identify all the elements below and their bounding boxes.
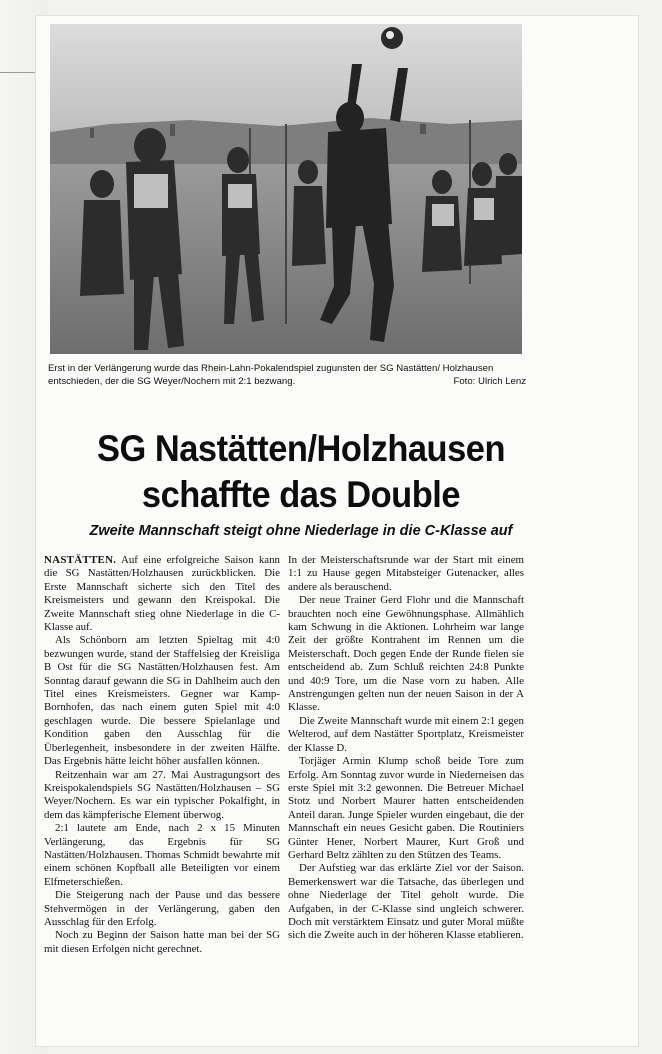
article-paragraph: Der neue Trainer Gerd Flohr und die Mannschaft brauchten noch eine Gewöhnungsphase. Allmählich kam Schwung in die Aktionen. Lohrheim war lange Zeit der größte Kontrahent im Rennen um die Meisterschaft. Doch gegen Ende der Runde fielen sie entscheidend ab. Zum Schluß reichten 24:8 Punkte und 40:9 Tore, um die Nase vorn zu haben. Alle Anstrengungen gelten nun der neuen Saison in der A Klasse. <box>288 594 524 714</box>
photo-caption <box>48 362 526 388</box>
photo-credit: Foto: Ulrich Lenz <box>453 376 526 387</box>
match-photo <box>50 24 522 354</box>
article-column-right <box>288 554 524 943</box>
article-paragraph: Als Schönborn am letzten Spieltag mit 4:0 bezwungen wurde, stand der Staffelsieg der Kreisliga B Ost für die SG Nastätten/Holzhausen fest. Am Sonntag darauf gewann die SG in Dahlheim auch den Titel eines Kreismeisters. Gegner war Kamp-Bornhofen, das nach einem guten Spiel mit 4:0 geschlagen wurde. Die bessere Spielanlage und Kondition gaben den Ausschlag für die Überlegenheit, insbesondere in der zweiten Hälfte. Das Ergebnis hätte leicht höher ausfallen können. <box>44 634 280 768</box>
article-paragraph: Die Steigerung nach der Pause und das bessere Stehvermögen in der Verlängerung, gaben den Ausschlag für den Erfolg. <box>44 889 280 928</box>
match-photo-graphic <box>50 24 522 354</box>
headline <box>55 426 548 518</box>
article-paragraph: 2:1 lautete am Ende, nach 2 x 15 Minuten Verlängerung, das Ergebnis für SG Nastätten/Holzhausen. Thomas Schmidt bewahrte mit einem schönen Kopfball alle Beteiligten vor einem Elfmeterschießen. <box>44 822 280 888</box>
article-paragraph: Die Zweite Mannschaft wurde mit einem 2:1 gegen Welterod, auf dem Nastätter Sportplatz, Kreismeister der Klasse D. <box>288 714 524 754</box>
subheadline: Zweite Mannschaft steigt ohne Niederlage in die C-Klasse auf <box>89 523 513 539</box>
article-paragraph: Torjäger Armin Klump schoß beide Tore zum Erfolg. Am Sonntag zuvor wurde in Niederneisen das erste Spiel mit 3:2 gewonnen. Die Betreuer Michael Stotz und Norbert Maurer hatten entscheidenden Anteil daran. Junge Spieler wurden eingebaut, die der Mannschaft ein neues Gesicht gaben. Die Routiniers Günter Hener, Norbert Maurer, Kurt Groß und Gerhard Beltz zählten zu den Stützen des Teams. <box>288 755 524 861</box>
article-paragraph: Der Aufstieg war das erklärte Ziel vor der Saison. Bemerkenswert war die Tatsache, das überlegen und ohne Niederlage der Titel geholt wurde. Die Aufgaben, in der C-Klasse sind ungleich schwerer. Doch mit verstärktem Einsatz und guter Moral müßte sich die Zweite auch in der höheren Klasse etablieren. <box>288 862 524 942</box>
article-paragraph: Reitzenhain war am 27. Mai Austragungsort des Kreispokalendspiels SG Nastätten/Holzhausen – SG Weyer/Nochern. Es war ein typischer Pokalfight, in dem das kämpferische Element überwog. <box>44 768 280 821</box>
article-paragraph: In der Meisterschaftsrunde war der Start mit einem 1:1 zu Hause gegen Mitabsteiger Gutenacker, alles andere als berauschend. <box>288 554 524 593</box>
caption-text: Erst in der Verlängerung wurde das Rhein-Lahn-Pokalendspiel zugunsten der SG Nastätten/ Holzhausen entschieden, der die SG Weyer/Nochern mit 2:1 bezwang. <box>48 363 494 387</box>
headline-line-2: schaffte das Double <box>141 474 461 515</box>
newspaper-clipping <box>36 16 638 1046</box>
article-paragraph: NASTÄTTEN. Auf eine erfolgreiche Saison kann die SG Nastätten/Holzhausen zurückblicken. Die Erste Mannschaft sicherte sich den Titel des Kreismeisters und gewann den Kreispokal. Die Zweite Mannschaft stieg ohne Niederlage in die C-Klasse auf. <box>44 554 280 634</box>
article-column-left <box>44 554 280 956</box>
article-paragraph: Noch zu Beginn der Saison hatte man bei der SG mit diesen Erfolgen nicht gerechnet. <box>44 929 280 955</box>
dateline: NASTÄTTEN. <box>44 554 117 566</box>
headline-line-1: SG Nastätten/Holzhausen <box>96 428 506 469</box>
